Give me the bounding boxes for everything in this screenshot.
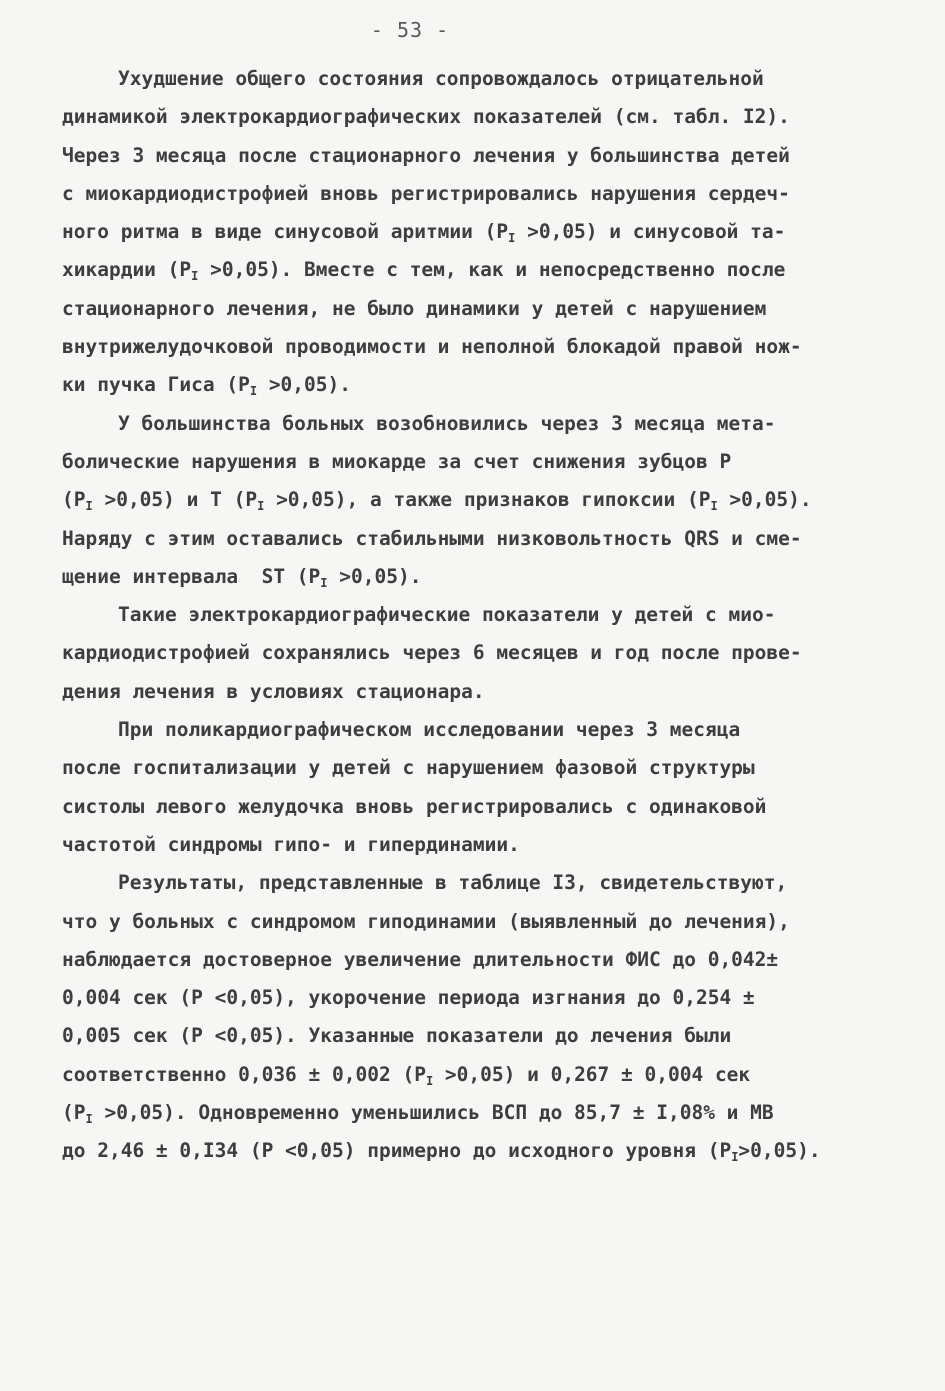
text-line: стационарного лечения, не было динамики у детей с нарушением <box>62 296 767 320</box>
text-line: наблюдается достоверное увеличение длительности ФИС до 0,042± <box>62 947 779 971</box>
text-line: При поликардиографическом исследовании через 3 месяца <box>118 718 741 742</box>
text-line: кардиодистрофией сохранялись через 6 месяцев и год после прове- <box>62 641 802 665</box>
text-line: болические нарушения в миокарде за счет снижения зубцов P <box>62 449 732 473</box>
text-line: частотой синдромы гипо- и гипердинамии. <box>62 832 520 856</box>
paragraph-3 <box>62 596 894 711</box>
text-line: после госпитализации у детей с нарушением фазовой структуры <box>62 756 755 780</box>
text-line: Ухудшение общего состояния сопровождалось отрицательной <box>118 67 764 90</box>
paragraph-1 <box>62 60 894 405</box>
text-line: 0,005 сек (P <0,05). Указанные показатели до лечения были <box>62 1024 732 1048</box>
text-line: 0,004 сек (P <0,05), укорочение периода изгнания до 0,254 ± <box>62 986 755 1010</box>
paragraph-5 <box>62 864 894 1170</box>
text-line: динамикой электрокардиографических показателей (см. табл. I2). <box>62 105 790 129</box>
text-line: соответственно 0,036 ± 0,002 $(P_I >0,05)$ и 0,267 ± 0,004 сек <box>62 1062 751 1088</box>
text-line: до 2,46 ± 0,I34 (P <0,05) примерно до исходного уровня $(P_I>0,05)$. <box>62 1139 821 1165</box>
text-line: дения лечения в условиях стационара. <box>62 679 485 703</box>
text-line: с миокардиодистрофией вновь регистрировались нарушения сердеч- <box>62 181 790 205</box>
text-line: Наряду с этим оставались стабильными низковольтность QRS и сме- <box>62 526 802 550</box>
page-number: - 53 - <box>370 18 450 42</box>
document-body <box>62 60 894 1171</box>
text-line: У большинства больных возобновились через 3 месяца мета- <box>118 411 776 435</box>
text-line: ки пучка Гиса $(P_I >0,05)$. <box>62 373 351 399</box>
text-line: что у больных с синдромом гиподинамии (выявленный до лечения), <box>62 909 790 933</box>
text-line: Через 3 месяца после стационарного лечения у большинства детей <box>62 143 790 167</box>
text-line: $(P_I >0,05)$ и T $(P_I >0,05)$, а также признаков гипоксии $(P_I >0,05)$. <box>62 488 812 514</box>
text-line: Результаты, представленные в таблице I3, свидетельствуют, <box>118 871 788 895</box>
text-line: систолы левого желудочка вновь регистрировались с одинаковой <box>62 794 767 818</box>
text-line: Такие электрокардиографические показатели у детей с мио- <box>118 603 776 627</box>
text-line: щение интервала ST $(P_I >0,05)$. <box>62 564 422 590</box>
text-line: ного ритма в виде синусовой аритмии $(P_I >0,05)$ и синусовой та- <box>62 220 786 246</box>
text-line: $(P_I >0,05)$. Одновременно уменьшились ВСП до 85,7 ± I,08% и МВ <box>62 1101 774 1127</box>
text-line: хикардии $(P_I >0,05)$. Вместе с тем, как и непосредственно после <box>62 258 786 284</box>
text-line: внутрижелудочковой проводимости и неполной блокадой правой нож- <box>62 335 802 359</box>
paragraph-2 <box>62 405 894 596</box>
paragraph-4 <box>62 711 894 864</box>
